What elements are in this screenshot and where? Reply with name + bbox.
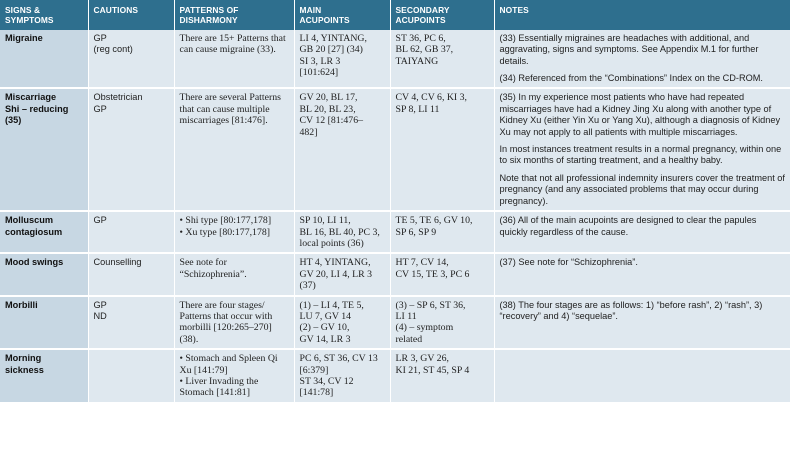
note-paragraph: (33) Essentially migraines are headaches with additional, and aggravating, signs and symptoms. See Appendix M.1 for further details. <box>499 32 759 66</box>
cell-main-acupoints <box>294 296 390 350</box>
cell-cautions <box>88 349 174 403</box>
cell-patterns <box>174 349 294 403</box>
cell-line: LR 3, GV 26, <box>395 353 449 365</box>
cell-line: GP <box>93 299 107 310</box>
cell-main-acupoints <box>294 253 390 295</box>
cell-notes <box>494 296 790 350</box>
cell-cautions <box>88 211 174 253</box>
cell-line: (2) – GV 10, <box>299 322 350 334</box>
note-paragraph: (35) In my experience most patients who have had repeated miscarriages have had a Kidney Jing Xu along with another type of Kidney Xu (either Yin Xu or Yang Xu), although a diagnosis of Kidney Xu may not apply to all patients with multiple miscarriages. <box>499 92 781 137</box>
cell-cautions <box>88 253 174 295</box>
cell-line: SP 8, LI 11 <box>395 103 440 115</box>
cell-line: [141:78] <box>299 387 334 399</box>
cell-secondary-acupoints <box>390 253 494 295</box>
cell-line: SI 3, LR 3 <box>299 55 341 67</box>
table-row <box>0 349 790 403</box>
cell-line: (37) <box>299 280 316 292</box>
table-row <box>0 253 790 295</box>
cell-line: PC 6, ST 36, CV 13 <box>299 353 378 365</box>
cell-line: • Shi type [80:177,178] <box>179 215 272 227</box>
cell-symptom <box>0 30 88 89</box>
cell-notes <box>494 349 790 403</box>
header-main-acupoints: MAIN ACUPOINTS <box>294 0 390 30</box>
header-secondary-acupoints: SECONDARY ACUPOINTS <box>390 0 494 30</box>
cell-patterns <box>174 211 294 253</box>
note-paragraph: (34) Referenced from the “Combinations” Index on the CD-ROM. <box>499 73 763 84</box>
cell-line: BL 16, BL 40, PC 3, <box>299 226 380 238</box>
cell-patterns <box>174 296 294 350</box>
table-row <box>0 211 790 253</box>
table-row <box>0 88 790 211</box>
cell-line: ND <box>93 310 107 321</box>
cell-secondary-acupoints <box>390 211 494 253</box>
cell-line: GB 20 [27] (34) <box>299 44 363 56</box>
header-row <box>0 0 790 30</box>
cell-main-acupoints <box>294 30 390 89</box>
cell-main-acupoints <box>294 349 390 403</box>
table-body <box>0 30 790 403</box>
cell-line: GV 20, BL 17, <box>299 92 358 104</box>
cell-line: sickness <box>5 364 44 375</box>
cell-line: CV 15, TE 3, PC 6 <box>395 268 470 280</box>
cell-notes <box>494 30 790 89</box>
cell-line: • Stomach and Spleen Qi Xu [141:79] <box>179 353 278 376</box>
cell-line: TE 5, TE 6, GV 10, <box>395 215 473 227</box>
cell-line: KI 21, ST 45, SP 4 <box>395 364 470 376</box>
cell-line: See note for “Schizophrenia”. <box>179 257 247 280</box>
cell-secondary-acupoints <box>390 296 494 350</box>
cell-symptom <box>0 296 88 350</box>
cell-line: contagiosum <box>5 226 63 237</box>
header-notes: NOTES <box>494 0 790 30</box>
cell-line: There are several Patterns that can cause multiple miscarriages [81:476]. <box>179 92 281 127</box>
cell-line: SP 6, SP 9 <box>395 226 437 238</box>
cell-line: There are 15+ Patterns that can cause migraine (33). <box>179 32 286 56</box>
header-signs-symptoms: SIGNS & SYMPTOMS <box>0 0 88 30</box>
cell-patterns <box>174 30 294 89</box>
cell-line: (reg cont) <box>93 44 133 55</box>
cell-line: GP <box>93 215 107 226</box>
cell-patterns <box>174 253 294 295</box>
cell-line: ST 36, PC 6, <box>395 32 446 44</box>
cell-line: Shi – reducing <box>5 103 69 114</box>
note-paragraph: In most instances treatment results in a normal pregnancy, within one to six months of starting treatment, and a healthy baby. <box>499 144 782 166</box>
cell-symptom <box>0 253 88 295</box>
cell-line: related <box>395 333 423 345</box>
cell-line: HT 4, YINTANG, <box>299 257 371 269</box>
cell-main-acupoints <box>294 88 390 211</box>
note-paragraph: (37) See note for “Schizophrenia”. <box>499 257 638 268</box>
cell-line: LI 4, YINTANG, <box>299 32 367 44</box>
cell-line: Miscarriage <box>5 92 57 103</box>
cell-notes <box>494 211 790 253</box>
cell-line: 482] <box>299 126 318 138</box>
cell-line: GP <box>93 103 107 114</box>
cell-symptom <box>0 88 88 211</box>
note-paragraph: (36) All of the main acupoints are designed to clear the papules quickly regardless of the cause. <box>499 215 757 237</box>
cell-line: (4) – symptom <box>395 322 454 334</box>
cell-line: Molluscum <box>5 215 53 226</box>
cell-line: local points (36) <box>299 237 364 249</box>
table-row <box>0 30 790 89</box>
cell-notes <box>494 88 790 211</box>
cell-secondary-acupoints <box>390 349 494 403</box>
cell-line: Counselling <box>93 257 142 268</box>
cell-main-acupoints <box>294 211 390 253</box>
cell-line: LU 7, GV 14 <box>299 310 352 322</box>
cell-cautions <box>88 296 174 350</box>
cell-line: [6:379] <box>299 364 329 376</box>
cell-line: (3) – SP 6, ST 36, <box>395 299 466 311</box>
cell-line: • Xu type [80:177,178] <box>179 226 271 238</box>
note-paragraph: (38) The four stages are as follows: 1) “before rash”, 2) “rash”, 3) “recovery” and 4) “sequelae”. <box>499 299 763 321</box>
cell-line: BL 20, BL 23, <box>299 103 356 115</box>
cell-line: CV 12 [81:476– <box>299 115 364 127</box>
cell-line: • Liver Invading the Stomach [141:81] <box>179 375 259 399</box>
cell-line: CV 4, CV 6, KI 3, <box>395 92 467 104</box>
cell-secondary-acupoints <box>390 88 494 211</box>
cell-line: SP 10, LI 11, <box>299 215 351 227</box>
cell-notes <box>494 253 790 295</box>
cell-line: There are four stages/ Patterns that occur with morbilli [120:265–270] (38). <box>179 299 273 345</box>
cell-line: TAIYANG <box>395 55 439 67</box>
cell-line: LI 11 <box>395 310 417 322</box>
cell-patterns <box>174 88 294 211</box>
cell-symptom <box>0 211 88 253</box>
cell-cautions <box>88 30 174 89</box>
cell-line: (35) <box>5 115 22 126</box>
cell-line: Migraine <box>5 32 43 43</box>
cell-symptom <box>0 349 88 403</box>
note-paragraph: Note that not all professional indemnity insurers cover the treatment of pregnancy (and any associated problems that may occur during pregnancy). <box>499 172 785 206</box>
header-patterns: PATTERNS OF DISHARMONY <box>174 0 294 30</box>
cell-line: (1) – LI 4, TE 5, <box>299 299 364 311</box>
cell-line: Morning <box>5 353 42 364</box>
cell-line: GV 14, LR 3 <box>299 333 351 345</box>
cell-line: [101:624] <box>299 67 339 79</box>
cell-line: HT 7, CV 14, <box>395 257 449 269</box>
header-cautions: CAUTIONS <box>88 0 174 30</box>
table-row <box>0 296 790 350</box>
cell-cautions <box>88 88 174 211</box>
cell-line: Morbilli <box>5 299 38 310</box>
cell-line: BL 62, GB 37, <box>395 44 454 56</box>
cell-line: Obstetrician <box>93 92 143 103</box>
cell-line: GV 20, LI 4, LR 3 <box>299 268 372 280</box>
cell-line: Mood swings <box>5 257 64 268</box>
cell-line: GP <box>93 32 107 43</box>
cell-line: ST 34, CV 12 <box>299 375 354 387</box>
cell-secondary-acupoints <box>390 30 494 89</box>
